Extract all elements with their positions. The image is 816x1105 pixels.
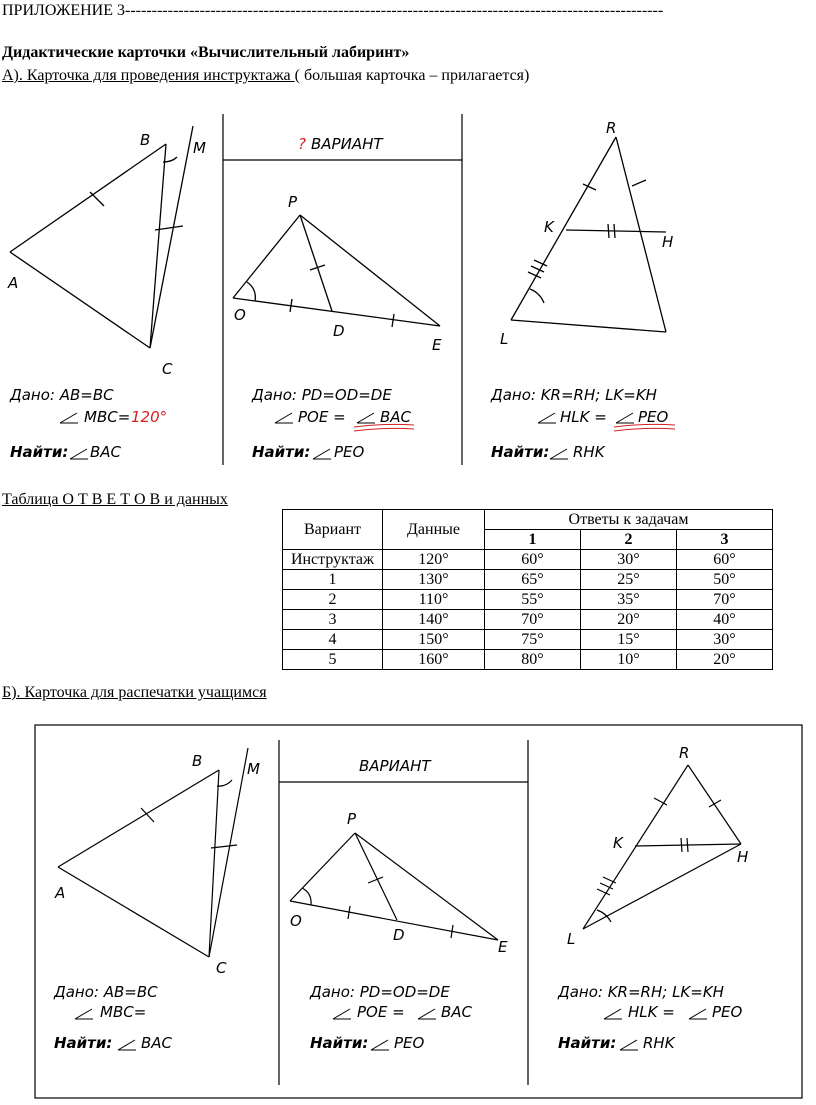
given-2-angle-right: BAC [441,1003,473,1021]
given-3-angle-left: HLK = [560,408,607,426]
cell: 1 [283,570,383,590]
angle-icon [275,413,293,423]
angle-icon [604,1009,622,1019]
angle-icon [371,1040,389,1050]
cell: 15° [581,630,677,650]
label-m: M [193,139,206,157]
angle-icon [333,1009,351,1019]
cell: 60° [677,550,773,570]
table-row [283,570,773,590]
cell: 65° [485,570,581,590]
given-2-angle-left: POE = [298,408,346,426]
header-task-1: 1 [485,530,581,550]
instruction-card [0,100,816,480]
variant-label: ВАРИАНТ [359,757,431,775]
header-data: Данные [383,510,485,550]
label-l: L [567,930,576,948]
section-a-rest: ( большая карточка – прилагается) [294,67,530,84]
cell: 20° [677,650,773,670]
cell: 150° [383,630,485,650]
label-o: O [234,306,246,324]
table-header-row [283,510,773,530]
cell: 30° [581,550,677,570]
section-b-heading: Б). Карточка для распечатки учащимся [2,684,267,701]
given-1-angle: MBC= [84,408,131,426]
given-3-angle-right: PEO [712,1003,743,1021]
label-c: C [216,959,227,977]
label-k: K [544,218,554,236]
cell: 40° [677,610,773,630]
table-row [283,650,773,670]
triangle-rhl [583,765,741,929]
cell: 70° [485,610,581,630]
given-1-angle: MBC= [100,1003,147,1021]
find-3-angle: RHK [643,1034,675,1052]
triangle-abc [10,126,193,348]
label-e: E [432,336,442,354]
find-1-angle: BAC [90,443,122,461]
label-b: B [192,752,203,770]
answers-table [282,509,773,670]
table-row [283,550,773,570]
student-card [0,710,816,1102]
find-1: Найти: [10,443,69,461]
cell: 130° [383,570,485,590]
cell: 5 [283,650,383,670]
cell: 10° [581,650,677,670]
cell: 4 [283,630,383,650]
cell: 30° [677,630,773,650]
angle-icon [313,449,331,459]
angle-icon [60,413,78,423]
section-a-heading [2,67,529,85]
angle-icon [616,413,634,423]
given-3-angle-left: HLK = [628,1003,675,1021]
cell: 3 [283,610,383,630]
triangle-poe [233,215,440,327]
find-2: Найти: [252,443,311,461]
label-p: P [288,193,298,211]
label-h: H [737,848,749,866]
label-a: A [55,884,66,902]
label-k: K [613,834,623,852]
given-1-angle-value: 120° [131,408,168,426]
find-1: Найти: [54,1034,113,1052]
label-r: R [679,744,690,762]
label-d: D [333,322,345,340]
find-2-angle: PEO [394,1034,425,1052]
given-1: Дано: AB=BC [10,386,114,404]
cell: 120° [383,550,485,570]
cell: 160° [383,650,485,670]
angle-icon [357,413,375,423]
label-p: P [347,810,357,828]
cell: 20° [581,610,677,630]
label-e: E [498,938,508,956]
table-title: Таблица О Т В Е Т О В и данных [2,491,228,508]
document-title: Дидактические карточки «Вычислительный лабиринт» [2,44,410,61]
triangle-poe [290,833,498,940]
triangle-abc [58,748,248,957]
cell: 140° [383,610,485,630]
find-2: Найти: [310,1034,369,1052]
given-3: Дано: KR=RH; LK=KH [491,386,657,404]
given-2-angle-right: BAC [380,408,412,426]
find-3: Найти: [491,443,550,461]
find-3-angle: RHK [573,443,605,461]
cell: 60° [485,550,581,570]
find-3: Найти: [558,1034,617,1052]
triangle-rhl [511,137,666,332]
given-3-angle-right: PEO [638,408,669,426]
angle-icon [75,1009,93,1019]
cell: 70° [677,590,773,610]
cell: 25° [581,570,677,590]
cell: 2 [283,590,383,610]
table-row [283,610,773,630]
given-1: Дано: AB=BC [54,983,158,1001]
cell: 50° [677,570,773,590]
header-answers: Ответы к задачам [485,510,773,530]
cell: 110° [383,590,485,610]
label-b: B [140,131,151,149]
table-row [283,590,773,610]
section-a-underlined: А). Карточка для проведения инструктажа [2,67,295,84]
label-h: H [662,233,674,251]
appendix-heading: ПРИЛОЖЕНИЕ 3----------------------------------------------------------------------------------------------------- [2,2,664,19]
given-2-angle-left: POE = [357,1003,405,1021]
angle-icon [118,1040,136,1050]
given-2: Дано: PD=OD=DE [310,983,450,1001]
label-m: M [247,760,260,778]
label-a: A [8,274,19,292]
variant-question-mark: ? [298,135,306,153]
header-variant: Вариант [283,510,383,550]
label-c: C [162,360,173,378]
cell: 35° [581,590,677,610]
cell: 75° [485,630,581,650]
cell: 55° [485,590,581,610]
angle-icon [70,449,88,459]
angle-icon [620,1040,638,1050]
given-2: Дано: PD=OD=DE [252,386,392,404]
angle-icon [538,413,556,423]
cell: Инструктаж [283,550,383,570]
label-r: R [606,119,617,137]
cell: 80° [485,650,581,670]
angle-icon [418,1009,436,1019]
angle-icon [550,449,568,459]
given-3: Дано: KR=RH; LK=KH [558,983,724,1001]
variant-label: ВАРИАНТ [311,135,383,153]
table-row [283,630,773,650]
angle-icon [689,1009,707,1019]
label-o: O [290,912,302,930]
find-1-angle: BAC [141,1034,173,1052]
find-2-angle: PEO [334,443,365,461]
label-l: L [500,330,509,348]
header-task-2: 2 [581,530,677,550]
label-d: D [393,926,405,944]
header-task-3: 3 [677,530,773,550]
